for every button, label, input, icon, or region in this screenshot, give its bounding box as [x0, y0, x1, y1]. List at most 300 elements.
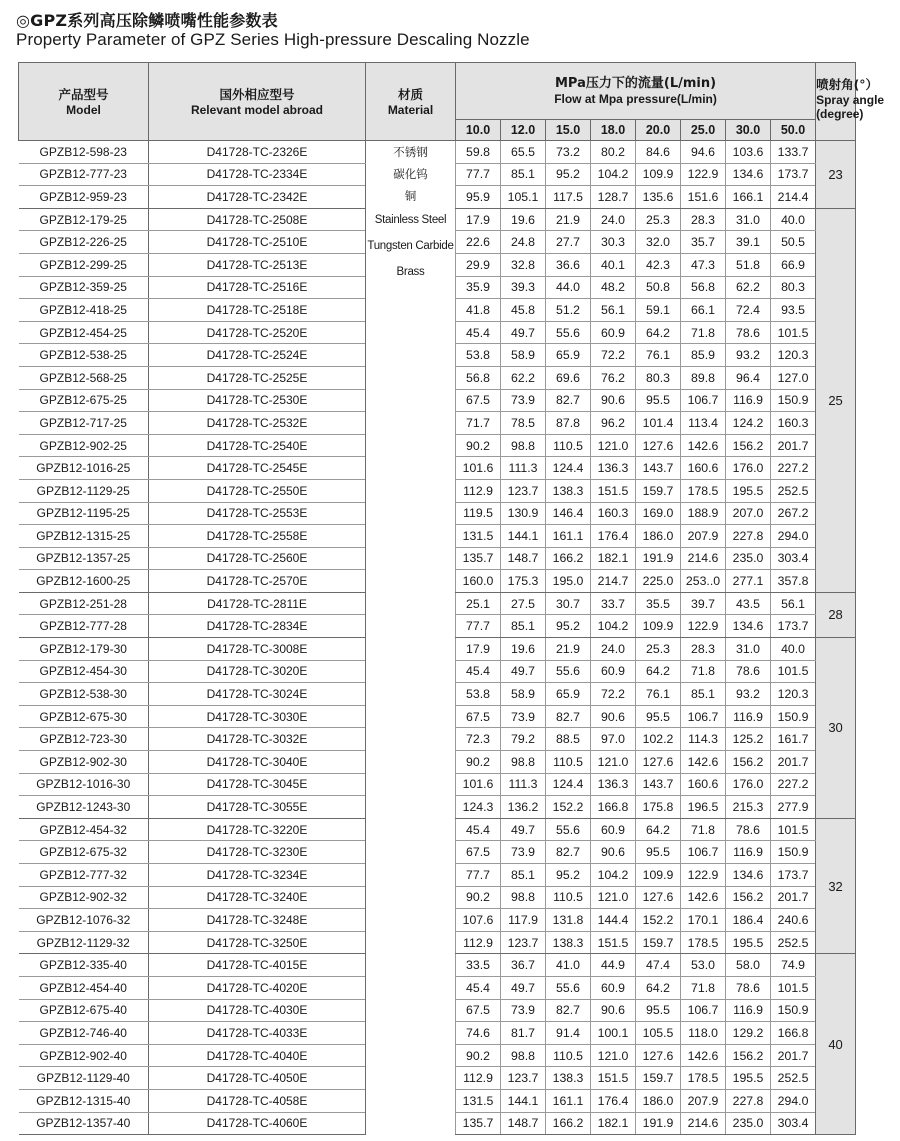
flow-value-cell: 78.6 [726, 321, 771, 344]
flow-value-cell: 53.8 [456, 683, 501, 706]
model-cell: GPZB12-777-23 [19, 163, 149, 186]
flow-value-cell: 303.4 [771, 547, 816, 570]
material-header-cn: 材质 [397, 86, 423, 102]
flow-value-cell: 106.7 [681, 999, 726, 1022]
flow-value-cell: 196.5 [681, 796, 726, 819]
flow-value-cell: 114.3 [681, 728, 726, 751]
flow-value-cell: 178.5 [681, 1067, 726, 1090]
flow-value-cell: 35.5 [636, 592, 681, 615]
flow-value-cell: 277.9 [771, 796, 816, 819]
flow-value-cell: 67.5 [456, 389, 501, 412]
flow-value-cell: 133.7 [771, 141, 816, 164]
flow-value-cell: 25.1 [456, 592, 501, 615]
model-cell: GPZB12-179-25 [19, 208, 149, 231]
flow-value-cell: 71.8 [681, 660, 726, 683]
model-cell: GPZB12-454-40 [19, 976, 149, 999]
pressure-header-cell: 25.0 [681, 120, 726, 141]
flow-value-cell: 152.2 [546, 796, 591, 819]
pressure-header-cell: 50.0 [771, 120, 816, 141]
spray-angle-cell: 32 [816, 818, 856, 954]
flow-value-cell: 95.5 [636, 841, 681, 864]
abroad-model-cell: D41728-TC-2570E [149, 570, 366, 593]
flow-value-cell: 136.3 [591, 457, 636, 480]
flow-value-cell: 64.2 [636, 321, 681, 344]
flow-value-cell: 95.5 [636, 705, 681, 728]
abroad-header-cn: 国外相应型号 [219, 86, 295, 102]
flow-value-cell: 152.2 [636, 909, 681, 932]
flow-value-cell: 102.2 [636, 728, 681, 751]
flow-value-cell: 76.1 [636, 344, 681, 367]
flow-value-cell: 55.6 [546, 976, 591, 999]
flow-header-cn: MPa压力下的流量(L/min) [555, 76, 717, 91]
flow-value-cell: 110.5 [546, 886, 591, 909]
flow-value-cell: 19.6 [501, 638, 546, 661]
model-cell: GPZB12-1600-25 [19, 570, 149, 593]
flow-value-cell: 71.7 [456, 412, 501, 435]
flow-value-cell: 44.9 [591, 954, 636, 977]
flow-value-cell: 71.8 [681, 976, 726, 999]
flow-value-cell: 131.8 [546, 909, 591, 932]
flow-value-cell: 118.0 [681, 1022, 726, 1045]
flow-value-cell: 28.3 [681, 638, 726, 661]
flow-value-cell: 74.6 [456, 1022, 501, 1045]
flow-value-cell: 49.7 [501, 818, 546, 841]
abroad-model-cell: D41728-TC-3030E [149, 705, 366, 728]
flow-value-cell: 235.0 [726, 1112, 771, 1135]
flow-value-cell: 175.8 [636, 796, 681, 819]
flow-value-cell: 111.3 [501, 773, 546, 796]
flow-value-cell: 36.7 [501, 954, 546, 977]
flow-value-cell: 72.4 [726, 299, 771, 322]
flow-value-cell: 77.7 [456, 615, 501, 638]
flow-value-cell: 73.9 [501, 389, 546, 412]
flow-value-cell: 82.7 [546, 705, 591, 728]
flow-value-cell: 156.2 [726, 1044, 771, 1067]
flow-value-cell: 29.9 [456, 253, 501, 276]
flow-value-cell: 138.3 [546, 931, 591, 954]
flow-value-cell: 227.2 [771, 773, 816, 796]
abroad-model-cell: D41728-TC-2530E [149, 389, 366, 412]
abroad-model-cell: D41728-TC-3240E [149, 886, 366, 909]
flow-value-cell: 78.6 [726, 660, 771, 683]
flow-value-cell: 58.9 [501, 344, 546, 367]
flow-value-cell: 160.3 [771, 412, 816, 435]
flow-value-cell: 195.5 [726, 479, 771, 502]
flow-value-cell: 156.2 [726, 751, 771, 774]
model-cell: GPZB12-1195-25 [19, 502, 149, 525]
flow-value-cell: 35.9 [456, 276, 501, 299]
abroad-model-cell: D41728-TC-2516E [149, 276, 366, 299]
flow-value-cell: 97.0 [591, 728, 636, 751]
flow-value-cell: 104.2 [591, 163, 636, 186]
model-cell: GPZB12-251-28 [19, 592, 149, 615]
flow-value-cell: 227.8 [726, 525, 771, 548]
model-cell: GPZB12-454-30 [19, 660, 149, 683]
abroad-model-cell: D41728-TC-2518E [149, 299, 366, 322]
flow-value-cell: 69.6 [546, 366, 591, 389]
model-cell: GPZB12-418-25 [19, 299, 149, 322]
flow-value-cell: 129.2 [726, 1022, 771, 1045]
flow-value-cell: 166.8 [771, 1022, 816, 1045]
flow-value-cell: 78.6 [726, 976, 771, 999]
flow-value-cell: 53.0 [681, 954, 726, 977]
page-title-cn: ◎GPZ系列高压除鳞喷嘴性能参数表 [16, 11, 278, 30]
model-cell: GPZB12-959-23 [19, 186, 149, 209]
flow-value-cell: 252.5 [771, 479, 816, 502]
abroad-model-cell: D41728-TC-3230E [149, 841, 366, 864]
flow-value-cell: 159.7 [636, 931, 681, 954]
flow-value-cell: 95.5 [636, 999, 681, 1022]
model-cell: GPZB12-1016-25 [19, 457, 149, 480]
flow-value-cell: 85.1 [501, 615, 546, 638]
flow-value-cell: 156.2 [726, 434, 771, 457]
flow-value-cell: 56.8 [456, 366, 501, 389]
flow-value-cell: 103.6 [726, 141, 771, 164]
model-cell: GPZB12-1129-40 [19, 1067, 149, 1090]
flow-value-cell: 252.5 [771, 1067, 816, 1090]
flow-value-cell: 122.9 [681, 163, 726, 186]
flow-value-cell: 161.1 [546, 1089, 591, 1112]
model-header-cn: 产品型号 [58, 86, 109, 102]
flow-value-cell: 42.3 [636, 253, 681, 276]
flow-value-cell: 125.2 [726, 728, 771, 751]
flow-value-cell: 127.6 [636, 886, 681, 909]
abroad-model-cell: D41728-TC-4033E [149, 1022, 366, 1045]
model-cell: GPZB12-1076-32 [19, 909, 149, 932]
model-cell: GPZB12-723-30 [19, 728, 149, 751]
flow-value-cell: 150.9 [771, 705, 816, 728]
flow-value-cell: 127.6 [636, 434, 681, 457]
abroad-model-cell: D41728-TC-3020E [149, 660, 366, 683]
flow-value-cell: 90.2 [456, 434, 501, 457]
flow-value-cell: 64.2 [636, 976, 681, 999]
abroad-model-cell: D41728-TC-2532E [149, 412, 366, 435]
flow-value-cell: 120.3 [771, 344, 816, 367]
material-label-en: Brass [396, 266, 425, 278]
flow-value-cell: 110.5 [546, 1044, 591, 1067]
flow-value-cell: 150.9 [771, 389, 816, 412]
flow-value-cell: 32.8 [501, 253, 546, 276]
abroad-model-cell: D41728-TC-3024E [149, 683, 366, 706]
flow-value-cell: 24.0 [591, 208, 636, 231]
abroad-model-cell: D41728-TC-3055E [149, 796, 366, 819]
flow-value-cell: 24.0 [591, 638, 636, 661]
flow-value-cell: 182.1 [591, 547, 636, 570]
flow-value-cell: 134.6 [726, 163, 771, 186]
flow-value-cell: 40.0 [771, 638, 816, 661]
flow-value-cell: 19.6 [501, 208, 546, 231]
flow-value-cell: 109.9 [636, 615, 681, 638]
flow-value-cell: 84.6 [636, 141, 681, 164]
model-cell: GPZB12-359-25 [19, 276, 149, 299]
flow-value-cell: 112.9 [456, 1067, 501, 1090]
flow-value-cell: 71.8 [681, 818, 726, 841]
flow-value-cell: 72.2 [591, 344, 636, 367]
flow-value-cell: 48.2 [591, 276, 636, 299]
flow-value-cell: 151.5 [591, 931, 636, 954]
flow-value-cell: 85.1 [501, 864, 546, 887]
flow-value-cell: 62.2 [501, 366, 546, 389]
flow-value-cell: 80.2 [591, 141, 636, 164]
page-title-en: Property Parameter of GPZ Series High-pressure Descaling Nozzle [16, 30, 530, 49]
flow-value-cell: 40.0 [771, 208, 816, 231]
flow-value-cell: 142.6 [681, 434, 726, 457]
flow-value-cell: 294.0 [771, 1089, 816, 1112]
spray-header-cn: 喷射角(°） [816, 77, 879, 92]
flow-value-cell: 121.0 [591, 886, 636, 909]
flow-value-cell: 109.9 [636, 864, 681, 887]
header-row [19, 63, 856, 120]
model-cell: GPZB12-1129-25 [19, 479, 149, 502]
flow-value-cell: 72.2 [591, 683, 636, 706]
flow-value-cell: 111.3 [501, 457, 546, 480]
flow-value-cell: 53.8 [456, 344, 501, 367]
flow-value-cell: 151.5 [591, 479, 636, 502]
flow-value-cell: 191.9 [636, 1112, 681, 1135]
flow-value-cell: 122.9 [681, 864, 726, 887]
flow-value-cell: 67.5 [456, 841, 501, 864]
flow-value-cell: 138.3 [546, 479, 591, 502]
flow-value-cell: 45.4 [456, 976, 501, 999]
flow-value-cell: 123.7 [501, 1067, 546, 1090]
flow-value-cell: 105.5 [636, 1022, 681, 1045]
flow-value-cell: 169.0 [636, 502, 681, 525]
flow-value-cell: 96.4 [726, 366, 771, 389]
flow-value-cell: 90.2 [456, 751, 501, 774]
flow-value-cell: 27.7 [546, 231, 591, 254]
flow-value-cell: 87.8 [546, 412, 591, 435]
flow-value-cell: 116.9 [726, 705, 771, 728]
flow-value-cell: 253..0 [681, 570, 726, 593]
flow-value-cell: 51.2 [546, 299, 591, 322]
model-cell: GPZB12-1016-30 [19, 773, 149, 796]
flow-value-cell: 60.9 [591, 660, 636, 683]
flow-value-cell: 144.1 [501, 1089, 546, 1112]
flow-value-cell: 41.8 [456, 299, 501, 322]
spray-angle-header [816, 63, 885, 141]
flow-value-cell: 214.6 [681, 547, 726, 570]
flow-value-cell: 45.4 [456, 321, 501, 344]
flow-value-cell: 191.9 [636, 547, 681, 570]
flow-value-cell: 227.2 [771, 457, 816, 480]
flow-value-cell: 207.9 [681, 525, 726, 548]
model-cell: GPZB12-675-40 [19, 999, 149, 1022]
flow-value-cell: 65.5 [501, 141, 546, 164]
flow-value-cell: 150.9 [771, 999, 816, 1022]
abroad-model-cell: D41728-TC-3248E [149, 909, 366, 932]
model-cell: GPZB12-777-28 [19, 615, 149, 638]
flow-value-cell: 25.3 [636, 638, 681, 661]
pressure-header-cell: 18.0 [591, 120, 636, 141]
model-cell: GPZB12-299-25 [19, 253, 149, 276]
abroad-model-cell: D41728-TC-2520E [149, 321, 366, 344]
flow-value-cell: 73.9 [501, 841, 546, 864]
flow-value-cell: 85.1 [501, 163, 546, 186]
model-cell: GPZB12-675-25 [19, 389, 149, 412]
abroad-model-cell: D41728-TC-2560E [149, 547, 366, 570]
pressure-header-cell: 15.0 [546, 120, 591, 141]
flow-value-cell: 82.7 [546, 389, 591, 412]
model-cell: GPZB12-1357-25 [19, 547, 149, 570]
flow-value-cell: 90.6 [591, 999, 636, 1022]
flow-value-cell: 294.0 [771, 525, 816, 548]
model-cell: GPZB12-538-30 [19, 683, 149, 706]
flow-value-cell: 146.4 [546, 502, 591, 525]
flow-value-cell: 78.5 [501, 412, 546, 435]
flow-value-cell: 166.2 [546, 1112, 591, 1135]
flow-value-cell: 195.5 [726, 931, 771, 954]
flow-value-cell: 124.2 [726, 412, 771, 435]
flow-value-cell: 56.8 [681, 276, 726, 299]
flow-value-cell: 166.8 [591, 796, 636, 819]
model-cell: GPZB12-746-40 [19, 1022, 149, 1045]
abroad-model-cell: D41728-TC-2811E [149, 592, 366, 615]
flow-value-cell: 136.2 [501, 796, 546, 819]
abroad-model-cell: D41728-TC-4050E [149, 1067, 366, 1090]
model-cell: GPZB12-538-25 [19, 344, 149, 367]
flow-value-cell: 159.7 [636, 1067, 681, 1090]
model-cell: GPZB12-179-30 [19, 638, 149, 661]
flow-value-cell: 240.6 [771, 909, 816, 932]
flow-value-cell: 85.1 [681, 683, 726, 706]
flow-value-cell: 109.9 [636, 163, 681, 186]
flow-value-cell: 143.7 [636, 773, 681, 796]
flow-value-cell: 144.1 [501, 525, 546, 548]
flow-value-cell: 357.8 [771, 570, 816, 593]
abroad-model-cell: D41728-TC-2334E [149, 163, 366, 186]
spray-angle-cell: 40 [816, 954, 856, 1135]
flow-value-cell: 76.2 [591, 366, 636, 389]
flow-value-cell: 110.5 [546, 434, 591, 457]
flow-value-cell: 66.9 [771, 253, 816, 276]
flow-value-cell: 66.1 [681, 299, 726, 322]
flow-value-cell: 121.0 [591, 1044, 636, 1067]
flow-value-cell: 143.7 [636, 457, 681, 480]
flow-value-cell: 131.5 [456, 1089, 501, 1112]
model-header-en: Model [66, 102, 101, 117]
material-header-en: Material [387, 102, 434, 117]
flow-value-cell: 215.3 [726, 796, 771, 819]
flow-value-cell: 178.5 [681, 479, 726, 502]
flow-value-cell: 40.1 [591, 253, 636, 276]
pressure-header-cell: 30.0 [726, 120, 771, 141]
flow-value-cell: 27.5 [501, 592, 546, 615]
flow-value-cell: 93.5 [771, 299, 816, 322]
flow-value-cell: 85.9 [681, 344, 726, 367]
model-cell: GPZB12-1357-40 [19, 1112, 149, 1135]
flow-value-cell: 214.6 [681, 1112, 726, 1135]
model-cell: GPZB12-1315-25 [19, 525, 149, 548]
flow-value-cell: 201.7 [771, 1044, 816, 1067]
flow-value-cell: 186.0 [636, 525, 681, 548]
flow-value-cell: 135.7 [456, 1112, 501, 1135]
flow-value-cell: 31.0 [726, 638, 771, 661]
abroad-model-cell: D41728-TC-2513E [149, 253, 366, 276]
flow-value-cell: 127.6 [636, 751, 681, 774]
flow-value-cell: 166.1 [726, 186, 771, 209]
flow-value-cell: 41.0 [546, 954, 591, 977]
flow-value-cell: 116.9 [726, 389, 771, 412]
flow-value-cell: 73.2 [546, 141, 591, 164]
model-cell: GPZB12-902-25 [19, 434, 149, 457]
pressure-header-cell: 10.0 [456, 120, 501, 141]
flow-value-cell: 277.1 [726, 570, 771, 593]
flow-value-cell: 160.6 [681, 457, 726, 480]
flow-value-cell: 121.0 [591, 751, 636, 774]
flow-value-cell: 148.7 [501, 547, 546, 570]
flow-value-cell: 124.3 [456, 796, 501, 819]
flow-value-cell: 30.3 [591, 231, 636, 254]
flow-value-cell: 60.9 [591, 818, 636, 841]
abroad-model-cell: D41728-TC-4060E [149, 1112, 366, 1135]
flow-value-cell: 32.0 [636, 231, 681, 254]
material-label-cn: 不锈钢 [393, 145, 428, 159]
flow-value-cell: 104.2 [591, 864, 636, 887]
material-cell [366, 141, 456, 1135]
flow-value-cell: 252.5 [771, 931, 816, 954]
flow-value-cell: 142.6 [681, 886, 726, 909]
model-cell: GPZB12-902-40 [19, 1044, 149, 1067]
flow-value-cell: 107.6 [456, 909, 501, 932]
abroad-model-cell: D41728-TC-3032E [149, 728, 366, 751]
flow-value-cell: 101.5 [771, 321, 816, 344]
flow-value-cell: 195.0 [546, 570, 591, 593]
flow-value-cell: 95.2 [546, 864, 591, 887]
model-cell: GPZB12-454-32 [19, 818, 149, 841]
abroad-model-cell: D41728-TC-4020E [149, 976, 366, 999]
flow-value-cell: 95.2 [546, 615, 591, 638]
material-label-en: Tungsten Carbide [367, 240, 454, 252]
flow-value-cell: 45.4 [456, 818, 501, 841]
flow-value-cell: 58.0 [726, 954, 771, 977]
flow-value-cell: 178.5 [681, 931, 726, 954]
flow-value-cell: 101.6 [456, 457, 501, 480]
flow-header-en: Flow at Mpa pressure(L/min) [554, 92, 717, 106]
flow-value-cell: 130.9 [501, 502, 546, 525]
flow-value-cell: 142.6 [681, 1044, 726, 1067]
flow-value-cell: 43.5 [726, 592, 771, 615]
flow-value-cell: 90.2 [456, 886, 501, 909]
flow-value-cell: 105.1 [501, 186, 546, 209]
flow-value-cell: 47.3 [681, 253, 726, 276]
flow-value-cell: 35.7 [681, 231, 726, 254]
flow-value-cell: 80.3 [636, 366, 681, 389]
abroad-model-cell: D41728-TC-4058E [149, 1089, 366, 1112]
flow-value-cell: 117.5 [546, 186, 591, 209]
flow-value-cell: 207.9 [681, 1089, 726, 1112]
flow-value-cell: 45.8 [501, 299, 546, 322]
abroad-model-cell: D41728-TC-2558E [149, 525, 366, 548]
abroad-model-cell: D41728-TC-2524E [149, 344, 366, 367]
flow-value-cell: 21.9 [546, 208, 591, 231]
flow-value-cell: 135.7 [456, 547, 501, 570]
flow-value-cell: 156.2 [726, 886, 771, 909]
flow-value-cell: 267.2 [771, 502, 816, 525]
abroad-model-cell: D41728-TC-2326E [149, 141, 366, 164]
flow-value-cell: 22.6 [456, 231, 501, 254]
flow-value-cell: 148.7 [501, 1112, 546, 1135]
pressure-header-cell: 12.0 [501, 120, 546, 141]
spray-header-unit: (degree) [816, 107, 864, 121]
spray-angle-cell: 23 [816, 141, 856, 209]
flow-value-cell: 90.2 [456, 1044, 501, 1067]
abroad-model-cell: D41728-TC-4040E [149, 1044, 366, 1067]
flow-value-cell: 135.6 [636, 186, 681, 209]
flow-value-cell: 159.7 [636, 479, 681, 502]
abroad-model-cell: D41728-TC-3250E [149, 931, 366, 954]
abroad-model-cell: D41728-TC-2553E [149, 502, 366, 525]
flow-value-cell: 186.0 [636, 1089, 681, 1112]
